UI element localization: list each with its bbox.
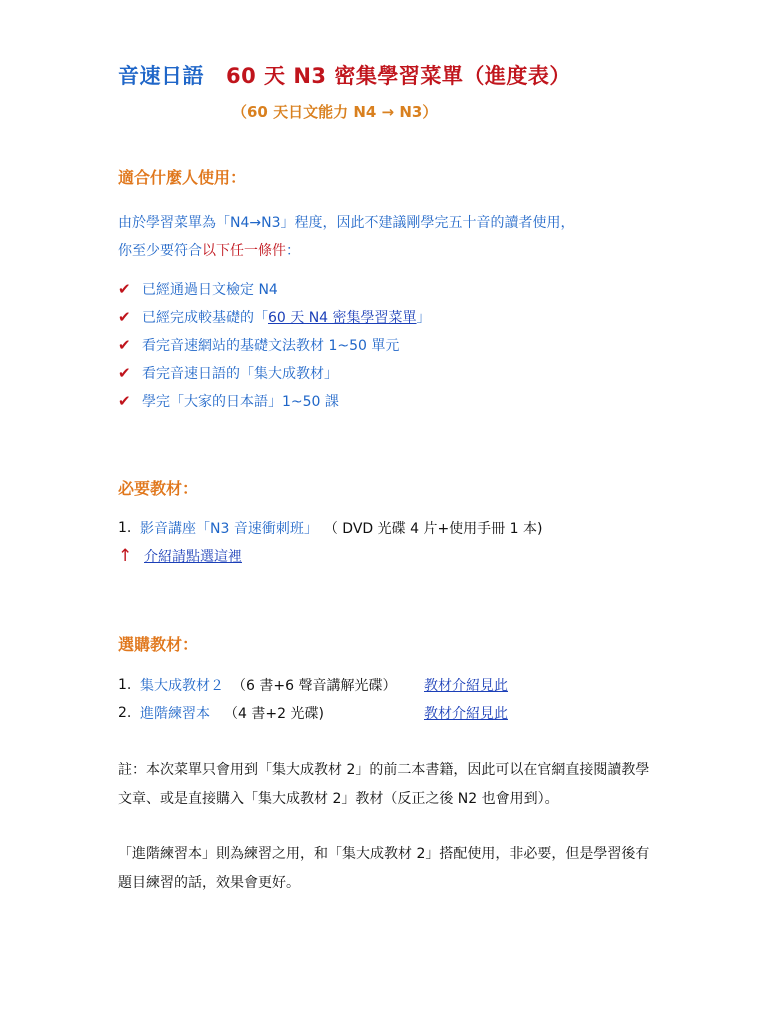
audience-intro (118, 209, 575, 265)
optional-item-2 (118, 699, 638, 727)
optional-item-detail: （4 書+2 光碟) (224, 706, 324, 722)
note-paragraph-2: 「進階練習本」則為練習之用，和「集大成教材 2」搭配使用，非必要，但是學習後有題目練習的話，效果會更好。 (118, 846, 650, 891)
title-text: 60 天 N3 密集學習菜單（進度表） (226, 64, 571, 88)
required-intro-row (118, 542, 242, 570)
note-paragraph-1: 註：本次菜單只會用到「集大成教材 2」的前二本書籍，因此可以在官網直接閱讀教學文章、或是直接購入「集大成教材 2」教材（反正之後 N2 也會用到）。 (118, 762, 650, 807)
page-title (118, 60, 571, 90)
audience-intro-line2 (118, 237, 575, 265)
check-icon: ✔ (118, 308, 131, 326)
arrow-up-icon: ↑ (118, 546, 133, 566)
check-icon: ✔ (118, 364, 131, 382)
intro-suffix: ： (286, 243, 300, 259)
condition-text: 已經完成較基礎的「 (142, 310, 268, 326)
check-icon: ✔ (118, 280, 131, 298)
audience-intro-line1: 由於學習菜單為「N4→N3」程度，因此不建議剛學完五十音的讀者使用， (118, 215, 575, 231)
intro-prefix: 你至少要符合 (118, 243, 202, 259)
list-item (118, 359, 431, 387)
list-item (118, 331, 431, 359)
condition-text-after: 」 (416, 310, 431, 326)
condition-text: 看完音速網站的基礎文法教材 1~50 單元 (142, 338, 400, 354)
required-item (118, 514, 542, 542)
optional-item-1-link[interactable]: 教材介紹見此 (424, 678, 508, 694)
optional-item-name: 集大成教材２ (140, 678, 224, 694)
required-item-name: 影音講座「N3 音速衝刺班」 (140, 521, 318, 537)
optional-item-detail: （6 書+6 聲音講解光碟） (232, 678, 397, 694)
intro-emphasis: 以下任一條件 (202, 243, 286, 259)
condition-text: 學完「大家的日本語」1~50 課 (142, 394, 339, 410)
optional-item-1 (118, 671, 638, 699)
optional-item-2-link[interactable]: 教材介紹見此 (424, 706, 508, 722)
item-number: 1. (118, 520, 132, 536)
list-item (118, 387, 431, 415)
optional-item-name: 進階練習本 (140, 706, 210, 722)
condition-list (118, 275, 431, 415)
required-heading: 必要教材： (118, 479, 199, 498)
required-item-detail: （ DVD 光碟 4 片+使用手冊 1 本) (323, 521, 543, 537)
check-icon: ✔ (118, 392, 131, 410)
list-item (118, 275, 431, 303)
item-number: 2. (118, 705, 132, 721)
required-intro-link[interactable]: 介紹請點選這裡 (144, 549, 242, 565)
optional-heading: 選購教材： (118, 635, 199, 654)
condition-text: 已經通過日文檢定 N4 (142, 282, 278, 298)
audience-heading: 適合什麼人使用： (118, 168, 247, 187)
condition-text: 看完音速日語的「集大成教材」 (142, 366, 338, 382)
check-icon: ✔ (118, 336, 131, 354)
page-subtitle: （60 天日文能力 N4 → N3） (232, 103, 438, 121)
list-item (118, 303, 431, 331)
item-number: 1. (118, 677, 132, 693)
n4-menu-link[interactable]: 60 天 N4 密集學習菜單 (268, 310, 417, 326)
brand-name: 音速日語 (118, 64, 204, 88)
